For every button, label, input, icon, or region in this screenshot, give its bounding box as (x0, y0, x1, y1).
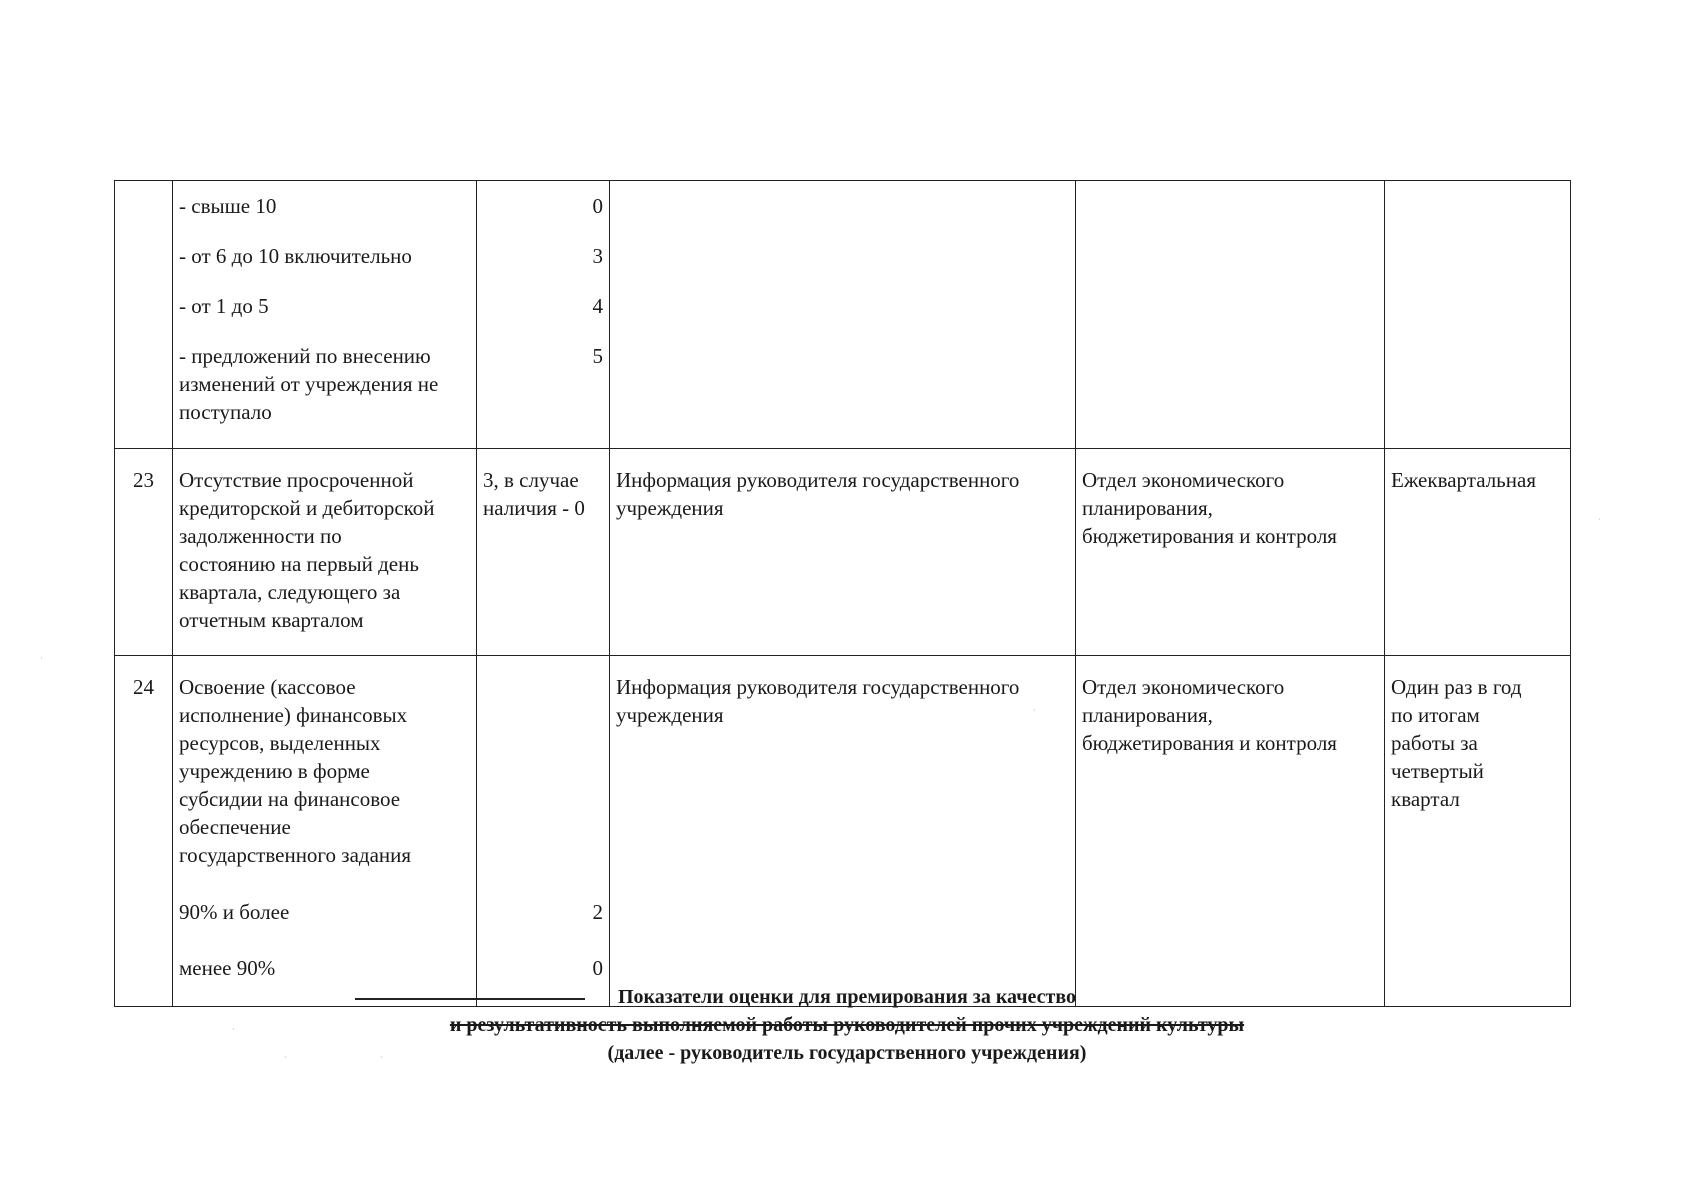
source-line: учреждения (616, 496, 724, 520)
source-line: учреждения (616, 703, 724, 727)
row-number: 24 (115, 656, 173, 1007)
option-label: изменений от учреждения не (179, 372, 439, 396)
option-score: 5 (592, 344, 603, 368)
scan-speck: · (284, 1053, 287, 1062)
option-label: менее 90% (179, 956, 276, 980)
source-line: Информация руководителя государственного (616, 468, 1020, 492)
source-cell (610, 449, 1076, 656)
frequency-line: квартал (1391, 787, 1460, 811)
department-line: планирования, (1082, 703, 1213, 727)
department-cell (1076, 449, 1385, 656)
frequency-line: Один раз в год (1391, 675, 1522, 699)
scan-speck: · (1033, 706, 1036, 715)
department-cell (1076, 656, 1385, 1007)
row-number-cell (115, 181, 173, 449)
department-line: планирования, (1082, 496, 1213, 520)
option-score: 2 (592, 900, 603, 924)
heading-line-2: и результативность выполняемой работы руководителей прочих учреждений культуры (449, 1014, 1245, 1036)
department-line: Отдел экономического (1082, 675, 1285, 699)
criterion-name-line: задолженности по (179, 524, 342, 548)
heading-line-3: (далее - руководитель государственного учреждения) (607, 1042, 1087, 1064)
option-label: поступало (179, 400, 272, 424)
source-cell (610, 181, 1076, 449)
department-line: бюджетирования и контроля (1082, 524, 1337, 548)
option-score: 0 (592, 956, 603, 980)
option-label: - предложений по внесению (179, 344, 431, 368)
criterion-name-line: Отсутствие просроченной (179, 468, 414, 492)
score-cell (477, 656, 610, 1007)
score-cell (477, 181, 610, 449)
frequency-line: четвертый (1391, 759, 1484, 783)
criterion-name-line: ресурсов, выделенных (179, 731, 381, 755)
criterion-name-line: субсидии на финансовое (179, 787, 401, 811)
criterion-name-cell (173, 449, 477, 656)
scan-speck: · (232, 1025, 235, 1034)
section-heading (0, 983, 1694, 1067)
frequency-line: по итогам (1391, 703, 1480, 727)
row-number: 23 (115, 449, 173, 656)
option-score: 0 (592, 194, 603, 218)
heading-rule (355, 998, 585, 1000)
source-line: Информация руководителя государственного (616, 675, 1020, 699)
criterion-name-line: государственного задания (179, 843, 412, 867)
criterion-name-line: обеспечение (179, 815, 291, 839)
criterion-name-line: исполнение) финансовых (179, 703, 408, 727)
table-row (115, 449, 1571, 656)
score-line: 3, в случае (483, 468, 579, 492)
criterion-name-line: учреждению в форме (179, 759, 370, 783)
table-row (115, 181, 1571, 449)
criterion-options-cell (173, 181, 477, 449)
criterion-name-line: состоянию на первый день (179, 552, 419, 576)
score-line: наличия - 0 (483, 496, 585, 520)
heading-line-1: Показатели оценки для премирования за качество (617, 986, 1077, 1008)
criterion-name-line: квартала, следующего за (179, 580, 401, 604)
frequency-cell (1385, 449, 1571, 656)
score-cell (477, 449, 610, 656)
department-cell (1076, 181, 1385, 449)
option-label: - от 1 до 5 (179, 294, 269, 318)
source-cell (610, 656, 1076, 1007)
criterion-name-line: отчетным кварталом (179, 608, 364, 632)
option-score: 3 (592, 244, 603, 268)
option-label: 90% и более (179, 900, 290, 924)
frequency-cell (1385, 181, 1571, 449)
option-score: 4 (592, 294, 603, 318)
criteria-table (114, 180, 1571, 1007)
table-row (115, 656, 1571, 1007)
frequency-cell (1385, 656, 1571, 1007)
criterion-name-line: кредиторской и дебиторской (179, 496, 435, 520)
criterion-name-cell (173, 656, 477, 1007)
frequency-text: Ежеквартальная (1391, 468, 1536, 492)
scan-speck: · (1598, 515, 1601, 524)
criterion-name-line: Освоение (кассовое (179, 675, 356, 699)
frequency-line: работы за (1391, 731, 1478, 755)
option-label: - от 6 до 10 включительно (179, 244, 412, 268)
option-label: - свыше 10 (179, 194, 277, 218)
department-line: бюджетирования и контроля (1082, 731, 1337, 755)
scan-speck: · (40, 654, 43, 663)
department-line: Отдел экономического (1082, 468, 1285, 492)
scan-speck: · (380, 1053, 383, 1062)
